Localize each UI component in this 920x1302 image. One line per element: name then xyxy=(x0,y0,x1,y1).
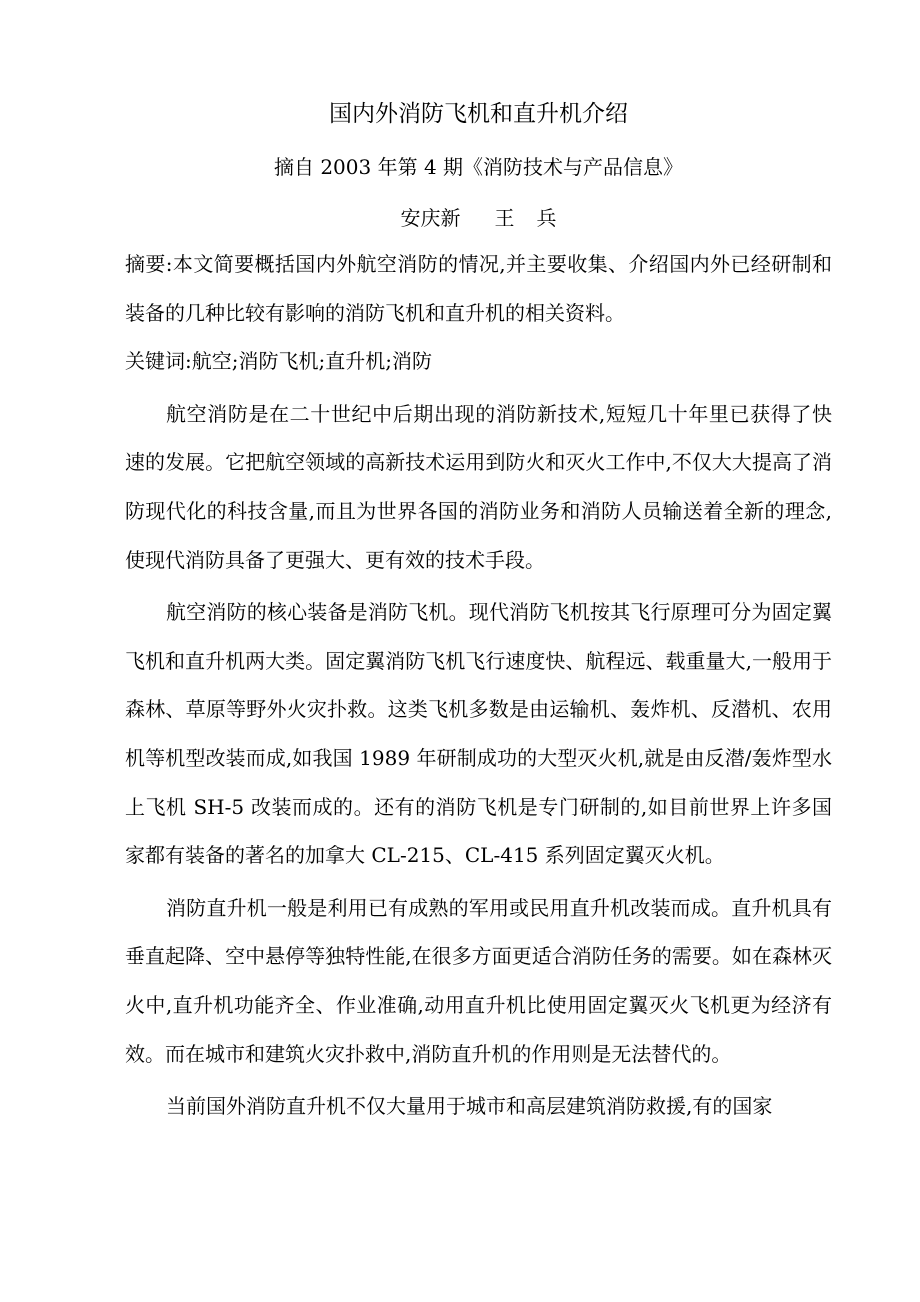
authors-line xyxy=(125,196,832,240)
document-title: 国内外消防飞机和直升机介绍 xyxy=(329,101,628,127)
abstract: 摘要:本文简要概括国内外航空消防的情况,并主要收集、介绍国内外已经研制和装备的几种比较有影响的消防飞机和直升机的相关资料。 xyxy=(125,252,832,325)
body-paragraph-2: 航空消防的核心装备是消防飞机。现代消防飞机按其飞行原理可分为固定翼飞机和直升机两大类。固定翼消防飞机飞行速度快、航程远、载重量大,一般用于森林、草原等野外火灾扑救。这类飞机多数是由运输机、轰炸机、反潜机、农用机等机型改装而成,如我国 1989 年研制成功的大型灭火机,就是由反潜/轰炸型水上飞机 SH-5 改装而成的。还有的消防飞机是专门研制的,如目前世界上许多国家都有装备的著名的加拿大 CL-215、CL-415 系列固定翼灭火机。 xyxy=(125,600,832,868)
body-paragraph-1: 航空消防是在二十世纪中后期出现的消防新技术,短短几十年里已获得了快速的发展。它把航空领域的高新技术运用到防火和灭火工作中,不仅大大提高了消防现代化的科技含量,而且为世界各国的消防业务和消防人员输送着全新的理念,使现代消防具备了更强大、更有效的技术手段。 xyxy=(125,401,832,572)
keywords: 关键词:航空;消防飞机;直升机;消防 xyxy=(125,349,432,374)
author-1: 安庆新 xyxy=(400,206,461,230)
author-2-given: 王 xyxy=(494,206,515,230)
author-2-name: 兵 xyxy=(536,206,557,230)
document-subtitle: 摘自 2003 年第 4 期《消防技术与产品信息》 xyxy=(273,155,684,179)
body-paragraph-3: 消防直升机一般是利用已有成熟的军用或民用直升机改装而成。直升机具有垂直起降、空中悬停等独特性能,在很多方面更适合消防任务的需要。如在森林灭火中,直升机功能齐全、作业准确,动用直升机比使用固定翼灭火飞机更为经济有效。而在城市和建筑火灾扑救中,消防直升机的作用则是无法替代的。 xyxy=(125,895,832,1066)
body-paragraph-4: 当前国外消防直升机不仅大量用于城市和高层建筑消防救援,有的国家 xyxy=(166,1094,773,1119)
